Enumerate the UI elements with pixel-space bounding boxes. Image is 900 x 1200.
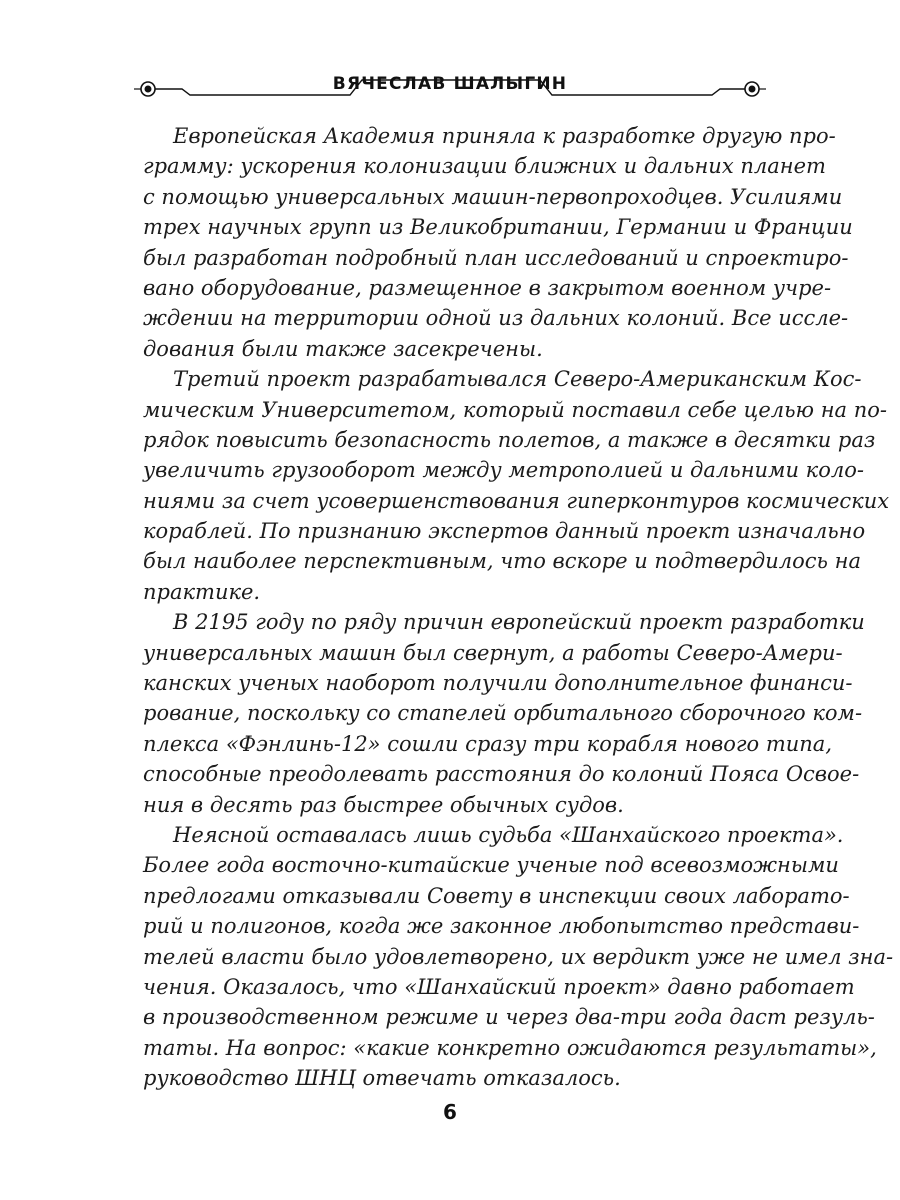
text-line: вано оборудование, размещенное в закрытом военном учре- bbox=[143, 275, 832, 300]
text-line: предлогами отказывали Совету в инспекции своих лаборато- bbox=[143, 883, 850, 908]
body-text bbox=[143, 121, 894, 1094]
text-line: В 2195 году по ряду причин европейский проект разработки bbox=[173, 610, 865, 635]
text-line: ниями за счет усовершенствования гиперконтуров космических bbox=[143, 488, 890, 513]
text-line: практике. bbox=[143, 579, 261, 604]
text-line: Неясной оставалась лишь судьба «Шанхайского проекта». bbox=[173, 822, 844, 847]
text-line: телей власти было удовлетворено, их вердикт уже не имел зна- bbox=[143, 944, 894, 969]
text-line: увеличить грузооборот между метрополией и дальними коло- bbox=[143, 458, 864, 483]
text-line: в производственном режиме и через два-три года даст резуль- bbox=[143, 1005, 875, 1030]
running-header bbox=[0, 62, 900, 122]
text-line: канских ученых наоборот получили дополнительное финанси- bbox=[143, 671, 853, 696]
text-line: грамму: ускорения колонизации ближних и дальних планет bbox=[143, 154, 826, 179]
text-line: был наиболее перспективным, что вскоре и подтвердилось на bbox=[143, 549, 861, 574]
text-line: рий и полигонов, когда же законное любопытство представи- bbox=[143, 914, 860, 939]
author-name: ВЯЧЕСЛАВ ШАЛЫГИН bbox=[332, 74, 568, 94]
text-line: с помощью универсальных машин-первопроходцев. Усилиями bbox=[143, 184, 843, 209]
text-line: мическим Университетом, который поставил себе целью на по- bbox=[143, 397, 888, 422]
text-line: Европейская Академия приняла к разработке другую про- bbox=[173, 124, 836, 148]
text-line: Третий проект разрабатывался Северо-Американским Кос- bbox=[173, 367, 862, 392]
text-line: был разработан подробный план исследований и спроектиро- bbox=[143, 245, 849, 270]
text-line: руководство ШНЦ отвечать отказалось. bbox=[143, 1066, 621, 1091]
text-line: трех научных групп из Великобритании, Германии и Франции bbox=[143, 215, 853, 240]
text-line: универсальных машин был свернут, а работы Северо-Амери- bbox=[143, 640, 843, 665]
text-line: ния в десять раз быстрее обычных судов. bbox=[143, 792, 624, 817]
text-line: таты. На вопрос: «какие конкретно ожидаются результаты», bbox=[143, 1035, 877, 1060]
text-line: рование, поскольку со стапелей орбитального сборочного ком- bbox=[143, 701, 863, 726]
text-line: чения. Оказалось, что «Шанхайский проект» давно работает bbox=[143, 974, 855, 999]
text-line: способные преодолевать расстояния до колоний Пояса Освое- bbox=[143, 762, 860, 787]
text-line: ждении на территории одной из дальних колоний. Все иссле- bbox=[143, 306, 849, 331]
text-line: Более года восточно-китайские ученые под всевозможными bbox=[143, 853, 839, 878]
text-line: кораблей. По признанию экспертов данный проект изначально bbox=[143, 519, 866, 544]
text-line: плекса «Фэнлинь-12» сошли сразу три корабля нового типа, bbox=[143, 731, 833, 756]
text-line: дования были также засекречены. bbox=[143, 336, 543, 361]
page-number: 6 bbox=[443, 1100, 457, 1124]
text-line: рядок повысить безопасность полетов, а также в десятки раз bbox=[143, 427, 876, 452]
